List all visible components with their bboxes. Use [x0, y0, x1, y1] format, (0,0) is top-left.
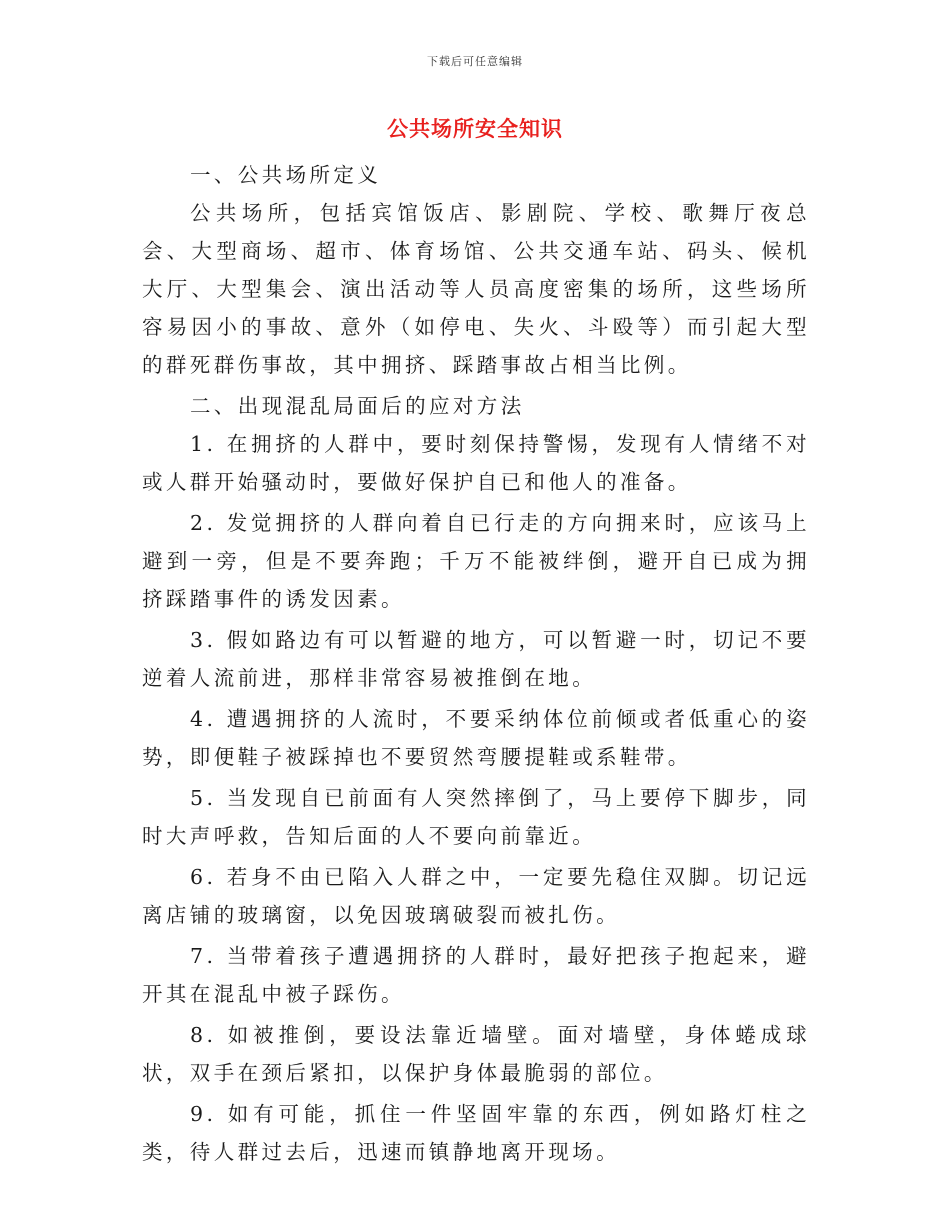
section-heading-definition: 一、公共场所定义 — [190, 163, 382, 187]
document-title: 公共场所安全知识 — [387, 117, 563, 141]
list-item: 8. 如被推倒，要设法靠近墙壁。面对墙壁，身体蜷成球状，双手在颈后紧扣，以保护身体最脆弱的部位。 — [142, 1023, 810, 1085]
document-body — [142, 156, 810, 1174]
list-item: 2. 发觉拥挤的人群向着自已行走的方向拥来时，应该马上避到一旁，但是不要奔跑；千万不能被绊倒，避开自已成为拥挤踩踏事件的诱发因素。 — [142, 511, 810, 611]
page-header: 下载后可任意编辑 — [427, 55, 523, 68]
list-item: 3. 假如路边有可以暂避的地方，可以暂避一时，切记不要逆着人流前进，那样非常容易被推倒在地。 — [142, 628, 810, 690]
list-item: 9. 如有可能，抓住一件坚固牢靠的东西，例如路灯柱之类，待人群过去后，迅速而镇静地离开现场。 — [142, 1102, 810, 1164]
list-item: 1. 在拥挤的人群中，要时刻保持警惕，发现有人情绪不对或人群开始骚动时，要做好保护自已和他人的准备。 — [142, 432, 810, 494]
list-item: 6. 若身不由已陷入人群之中，一定要先稳住双脚。切记远离店铺的玻璃窗，以免因玻璃破裂而被扎伤。 — [142, 865, 810, 927]
paragraph-definition: 公共场所，包括宾馆饭店、影剧院、学校、歌舞厅夜总会、大型商场、超市、体育场馆、公共交通车站、码头、候机大厅、大型集会、演出活动等人员高度密集的场所，这些场所容易因小的事故、意外（如停电、失火、斗殴等）而引起大型的群死群伤事故，其中拥挤、踩踏事故占相当比例。 — [142, 201, 810, 377]
list-item: 7. 当带着孩子遭遇拥挤的人群时，最好把孩子抱起来，避开其在混乱中被子踩伤。 — [142, 944, 810, 1006]
list-item: 4. 遭遇拥挤的人流时，不要采纳体位前倾或者低重心的姿势，即便鞋子被踩掉也不要贸然弯腰提鞋或系鞋带。 — [142, 707, 810, 769]
section-heading-methods: 二、出现混乱局面后的应对方法 — [190, 394, 525, 418]
list-item: 5. 当发现自已前面有人突然摔倒了，马上要停下脚步，同时大声呼救，告知后面的人不要向前靠近。 — [142, 786, 810, 848]
